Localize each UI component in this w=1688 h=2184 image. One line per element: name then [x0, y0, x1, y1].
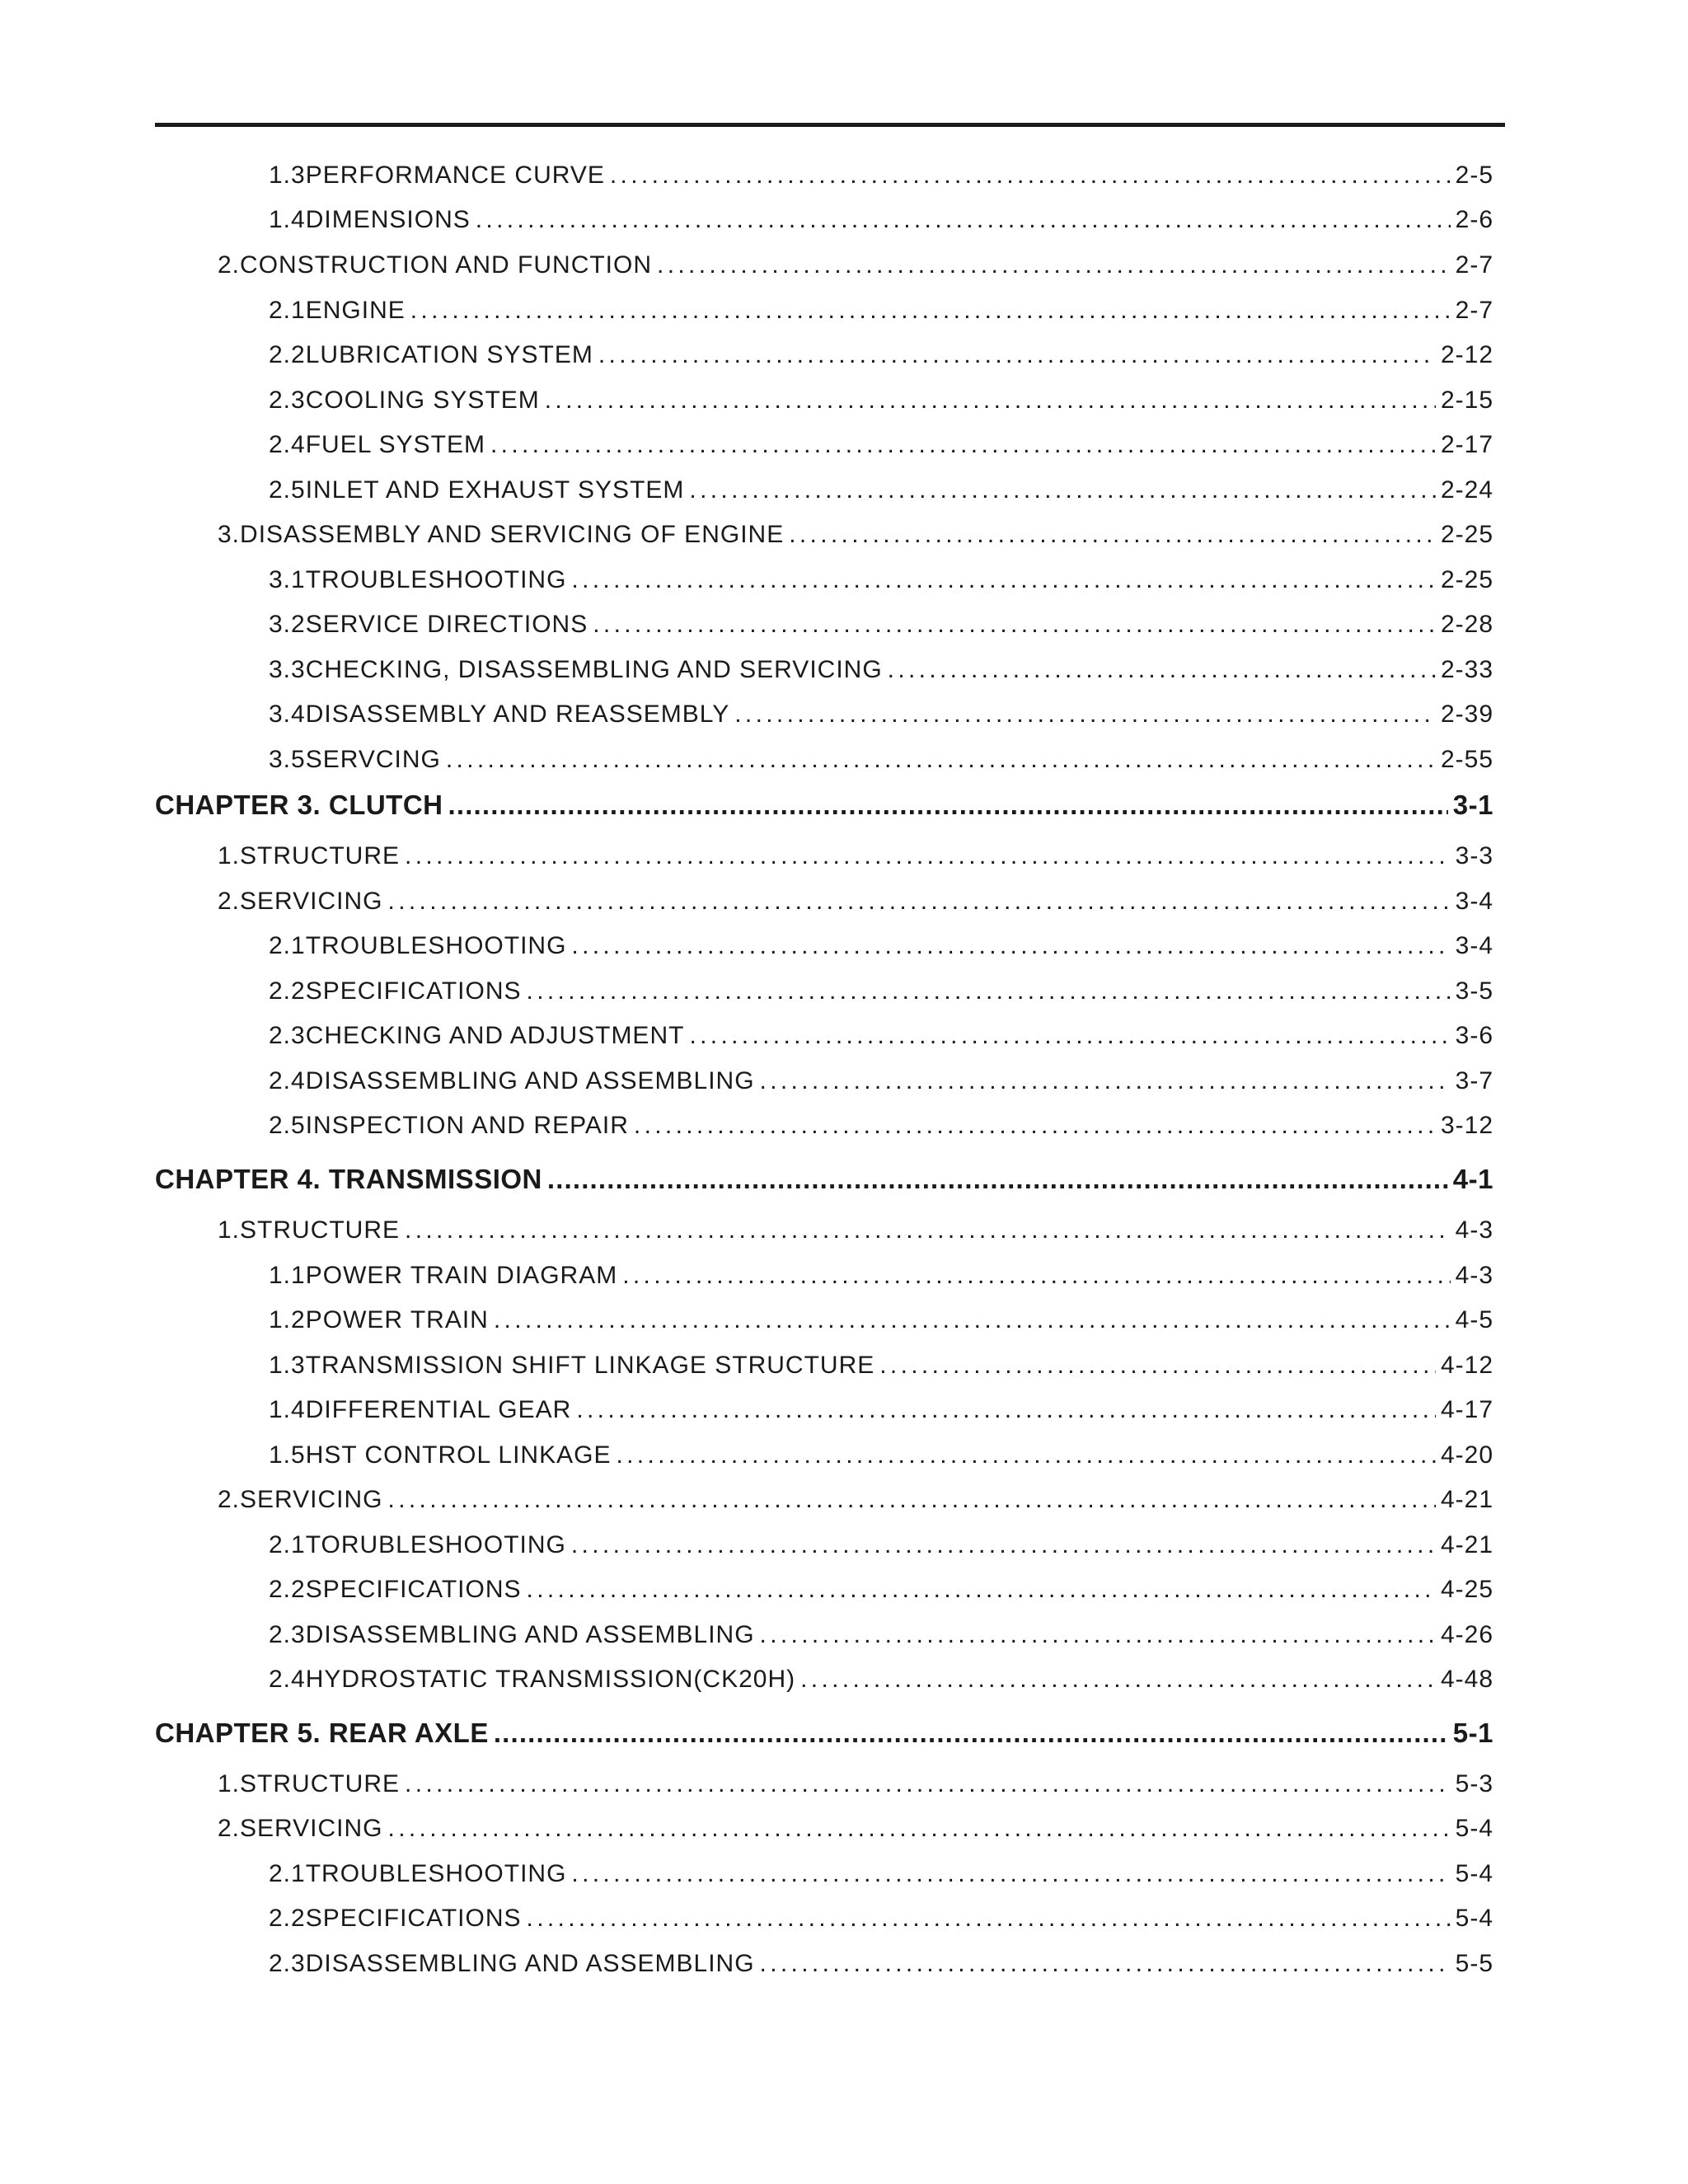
dot-leader	[760, 1621, 1436, 1649]
toc-entry-page: 2-25	[1440, 521, 1493, 548]
dot-leader	[571, 1860, 1450, 1888]
toc-entry[interactable]	[269, 656, 1493, 684]
dot-leader	[689, 476, 1436, 504]
toc-entry-title: TRANSMISSION SHIFT LINKAGE STRUCTURE	[305, 1352, 875, 1379]
dot-leader	[760, 1067, 1451, 1095]
toc-entry-number: 2.3	[269, 387, 306, 414]
toc-entry-number: 1.3	[269, 162, 306, 189]
dot-leader	[527, 1905, 1451, 1933]
toc-entry-number: 3.	[218, 521, 241, 548]
dot-leader	[760, 1950, 1451, 1978]
dot-leader	[405, 1216, 1451, 1244]
toc-entry-page: 4-26	[1440, 1621, 1493, 1648]
toc-entry-title: DIFFERENTIAL GEAR	[305, 1396, 572, 1423]
toc-entry[interactable]	[269, 1352, 1493, 1380]
toc-entry-page: 4-3	[1455, 1262, 1493, 1289]
toc-entry-title: SERVICING	[240, 888, 383, 915]
toc-entry-page: 3-4	[1455, 888, 1493, 915]
toc-entry[interactable]	[269, 1441, 1493, 1469]
toc-entry-number: 3.2	[269, 611, 306, 638]
toc-entry-page: 2-55	[1440, 746, 1493, 773]
toc-entry[interactable]	[218, 1216, 1493, 1244]
dot-leader	[571, 566, 1436, 594]
toc-entry-title: DISASSEMBLY AND REASSEMBLY	[305, 701, 730, 728]
toc-entry-number: 1.	[218, 842, 241, 869]
toc-entry-title: STRUCTURE	[240, 1216, 401, 1244]
toc-entry[interactable]	[269, 977, 1493, 1005]
toc-entry-title: CHAPTER 3. CLUTCH	[155, 790, 443, 820]
dot-leader	[410, 297, 1451, 325]
toc-entry-page: 3-12	[1440, 1112, 1493, 1139]
toc-entry[interactable]	[269, 387, 1493, 415]
toc-entry-number: 1.3	[269, 1352, 306, 1379]
toc-entry-page: 2-25	[1440, 566, 1493, 593]
dot-leader	[545, 387, 1436, 415]
toc-entry-number: 3.4	[269, 701, 306, 728]
toc-entry-page: 2-5	[1455, 162, 1493, 189]
toc-entry[interactable]	[218, 521, 1493, 549]
toc-entry-title: INLET AND EXHAUST SYSTEM	[305, 476, 685, 504]
toc-entry[interactable]	[218, 842, 1493, 870]
dot-leader	[610, 162, 1451, 190]
toc-entry-title: SERVICE DIRECTIONS	[305, 611, 588, 638]
toc-entry[interactable]	[269, 1262, 1493, 1290]
toc-entry-title: DIMENSIONS	[305, 206, 471, 233]
dot-leader	[689, 1022, 1450, 1050]
toc-entry[interactable]	[269, 1531, 1493, 1559]
dot-leader	[494, 1306, 1451, 1334]
toc-entry[interactable]	[269, 1022, 1493, 1050]
toc-entry-title: TROUBLESHOOTING	[305, 566, 567, 593]
toc-entry-page: 3-4	[1455, 932, 1493, 959]
toc-entry-number: 2.4	[269, 1666, 306, 1693]
dot-leader	[571, 1531, 1436, 1559]
toc-entry[interactable]	[269, 431, 1493, 459]
dot-leader	[616, 1441, 1435, 1469]
toc-entry-number: 3.1	[269, 566, 306, 593]
dot-leader	[879, 1352, 1436, 1380]
toc-entry-title: LUBRICATION SYSTEM	[305, 341, 593, 368]
toc-entry-number: 2.	[218, 1815, 241, 1842]
toc-entry-page: 4-21	[1440, 1531, 1493, 1558]
dot-leader	[446, 746, 1436, 774]
toc-entry-page: 2-17	[1440, 431, 1493, 458]
toc-entry-title: STRUCTURE	[240, 1770, 401, 1797]
dot-leader	[622, 1262, 1450, 1290]
dot-leader	[476, 206, 1451, 234]
toc-entry[interactable]	[269, 1306, 1493, 1334]
toc-entry-number: 2.1	[269, 297, 306, 324]
toc-entry-number: 2.3	[269, 1621, 306, 1648]
toc-entry[interactable]	[269, 932, 1493, 960]
dot-leader	[593, 611, 1436, 639]
toc-entry-number: 2.1	[269, 1531, 306, 1558]
toc-entry-page: 2-7	[1455, 251, 1493, 279]
toc-entry[interactable]	[269, 1860, 1493, 1888]
toc-entry-title: TROUBLESHOOTING	[305, 932, 567, 959]
toc-entry-title: CONSTRUCTION AND FUNCTION	[240, 251, 653, 279]
toc-chapter-heading[interactable]	[155, 1718, 1493, 1749]
toc-entry-number: 2.	[218, 888, 241, 915]
toc-entry-page: 2-28	[1440, 611, 1493, 638]
toc-entry-title: CHECKING AND ADJUSTMENT	[305, 1022, 685, 1049]
toc-entry-number: 2.1	[269, 932, 306, 959]
dot-leader	[634, 1112, 1436, 1140]
toc-entry[interactable]	[269, 611, 1493, 639]
toc-entry-number: 2.2	[269, 1576, 306, 1603]
toc-entry-page: 2-6	[1455, 206, 1493, 233]
toc-entry[interactable]	[269, 206, 1493, 234]
dot-leader	[388, 888, 1451, 916]
toc-entry-number: 2.2	[269, 341, 306, 368]
toc-entry-number: 1.5	[269, 1441, 306, 1469]
dot-leader	[388, 1815, 1451, 1843]
toc-entry[interactable]	[269, 1905, 1493, 1933]
toc-entry-page: 5-3	[1455, 1770, 1493, 1797]
toc-entry[interactable]	[269, 566, 1493, 594]
toc-entry-page: 5-5	[1455, 1950, 1493, 1977]
dot-leader	[571, 932, 1450, 960]
toc-entry-page: 2-7	[1455, 297, 1493, 324]
dot-leader	[547, 1164, 1448, 1195]
dot-leader	[789, 521, 1436, 549]
toc-entry-page: 3-7	[1455, 1067, 1493, 1094]
toc-entry-page: 3-3	[1455, 842, 1493, 869]
toc-entry-page: 2-39	[1440, 701, 1493, 728]
toc-entry-page: 4-5	[1455, 1306, 1493, 1333]
toc-entry-page: 4-21	[1440, 1486, 1493, 1513]
toc-entry-number: 2.2	[269, 977, 306, 1005]
toc-entry[interactable]	[269, 1621, 1493, 1649]
toc-entry[interactable]	[218, 1486, 1493, 1514]
toc-entry-page: 4-3	[1455, 1216, 1493, 1244]
toc-entry-page: 3-5	[1455, 977, 1493, 1005]
toc-entry-page: 4-48	[1440, 1666, 1493, 1693]
toc-entry-title: SPECIFICATIONS	[305, 1905, 522, 1932]
toc-entry-page: 2-12	[1440, 341, 1493, 368]
toc-entry-number: 2.4	[269, 431, 306, 458]
toc-entry-title: TORUBLESHOOTING	[305, 1531, 566, 1558]
toc-entry-number: 2.1	[269, 1860, 306, 1887]
toc-entry-title: POWER TRAIN	[305, 1306, 489, 1333]
toc-entry-number: 2.	[218, 1486, 241, 1513]
toc-entry-page: 5-4	[1455, 1905, 1493, 1932]
toc-entry-page: 2-24	[1440, 476, 1493, 504]
toc-entry[interactable]	[218, 1770, 1493, 1798]
dot-leader	[494, 1718, 1448, 1749]
toc-entry-title: DISASSEMBLING AND ASSEMBLING	[305, 1621, 755, 1648]
toc-entry-title: HST CONTROL LINKAGE	[305, 1441, 612, 1469]
toc-entry[interactable]	[269, 476, 1493, 504]
toc-entry-page: 4-20	[1440, 1441, 1493, 1469]
toc-entry-page: 2-15	[1440, 387, 1493, 414]
toc-entry-title: CHAPTER 5. REAR AXLE	[155, 1718, 489, 1748]
toc-entry[interactable]	[269, 341, 1493, 369]
toc-entry-title: DISASSEMBLY AND SERVICING OF ENGINE	[240, 521, 785, 548]
toc-entry-number: 1.4	[269, 1396, 306, 1423]
toc-entry-page: 3-1	[1452, 790, 1493, 820]
toc-entry[interactable]	[269, 162, 1493, 190]
toc-entry-number: 2.5	[269, 1112, 306, 1139]
toc-entry-title: SERVICING	[240, 1486, 383, 1513]
toc-entry-title: SERVCING	[305, 746, 441, 773]
toc-entry-page: 4-17	[1440, 1396, 1493, 1423]
toc-entry-number: 1.4	[269, 206, 306, 233]
toc-entry-title: COOLING SYSTEM	[305, 387, 540, 414]
toc-entry-number: 3.3	[269, 656, 306, 683]
toc-entry-title: SPECIFICATIONS	[305, 1576, 522, 1603]
toc-entry-number: 2.5	[269, 476, 306, 504]
toc-entry-number: 1.	[218, 1770, 241, 1797]
toc-entry-page: 5-4	[1455, 1860, 1493, 1887]
dot-leader	[388, 1486, 1436, 1514]
toc-entry[interactable]	[269, 1112, 1493, 1140]
toc-entry[interactable]	[269, 1067, 1493, 1095]
toc-entry-title: TROUBLESHOOTING	[305, 1860, 567, 1887]
toc-entry-number: 3.5	[269, 746, 306, 773]
toc-entry-number: 2.3	[269, 1950, 306, 1977]
toc-entry-title: SPECIFICATIONS	[305, 977, 522, 1005]
toc-entry-title: FUEL SYSTEM	[305, 431, 485, 458]
toc-entry[interactable]	[218, 1815, 1493, 1843]
toc-entry[interactable]	[218, 888, 1493, 916]
dot-leader	[888, 656, 1436, 684]
toc-entry-title: CHECKING, DISASSEMBLING AND SERVICING	[305, 656, 883, 683]
toc-entry-number: 1.1	[269, 1262, 306, 1289]
toc-entry-page: 5-4	[1455, 1815, 1493, 1842]
toc-entry[interactable]	[269, 701, 1493, 729]
dot-leader	[405, 1770, 1451, 1798]
toc-entry-title: HYDROSTATIC TRANSMISSION(CK20H)	[305, 1666, 796, 1693]
toc-entry-title: PERFORMANCE CURVE	[305, 162, 605, 189]
toc-entry-page: 4-25	[1440, 1576, 1493, 1603]
toc-entry-title: DISASSEMBLING AND ASSEMBLING	[305, 1067, 755, 1094]
toc-entry[interactable]	[269, 1666, 1493, 1694]
dot-leader	[576, 1396, 1436, 1424]
toc-entry-page: 5-1	[1452, 1718, 1493, 1748]
toc-entry[interactable]	[269, 297, 1493, 325]
toc-entry[interactable]	[269, 1950, 1493, 1978]
toc-entry-number: 1.2	[269, 1306, 306, 1333]
toc-entry-page: 2-33	[1440, 656, 1493, 683]
toc-entry[interactable]	[269, 1396, 1493, 1424]
toc-chapter-heading[interactable]	[155, 790, 1493, 821]
dot-leader	[527, 977, 1451, 1005]
toc-entry[interactable]	[269, 746, 1493, 774]
toc-entry-title: ENGINE	[305, 297, 406, 324]
dot-leader	[448, 790, 1448, 821]
toc-entry[interactable]	[218, 251, 1493, 279]
toc-entry-title: DISASSEMBLING AND ASSEMBLING	[305, 1950, 755, 1977]
dot-leader	[598, 341, 1436, 369]
toc-entry-number: 1.	[218, 1216, 241, 1244]
toc-entry-number: 2.2	[269, 1905, 306, 1932]
toc-entry-number: 2.	[218, 251, 241, 279]
toc-entry-page: 3-6	[1455, 1022, 1493, 1049]
toc-entry-title: SERVICING	[240, 1815, 383, 1842]
toc-entry-title: POWER TRAIN DIAGRAM	[305, 1262, 618, 1289]
toc-entry-number: 2.3	[269, 1022, 306, 1049]
toc-entry-number: 2.4	[269, 1067, 306, 1094]
dot-leader	[405, 842, 1451, 870]
dot-leader	[734, 701, 1436, 729]
dot-leader	[800, 1666, 1436, 1694]
dot-leader	[490, 431, 1436, 459]
dot-leader	[527, 1576, 1436, 1604]
toc-entry-page: 4-12	[1440, 1352, 1493, 1379]
toc-entry-title: INSPECTION AND REPAIR	[305, 1112, 629, 1139]
toc-entry-title: CHAPTER 4. TRANSMISSION	[155, 1164, 542, 1194]
toc-entry-page: 4-1	[1452, 1164, 1493, 1194]
toc-entry[interactable]	[269, 1576, 1493, 1604]
toc-entry-title: STRUCTURE	[240, 842, 401, 869]
toc-chapter-heading[interactable]	[155, 1164, 1493, 1195]
dot-leader	[657, 251, 1451, 279]
